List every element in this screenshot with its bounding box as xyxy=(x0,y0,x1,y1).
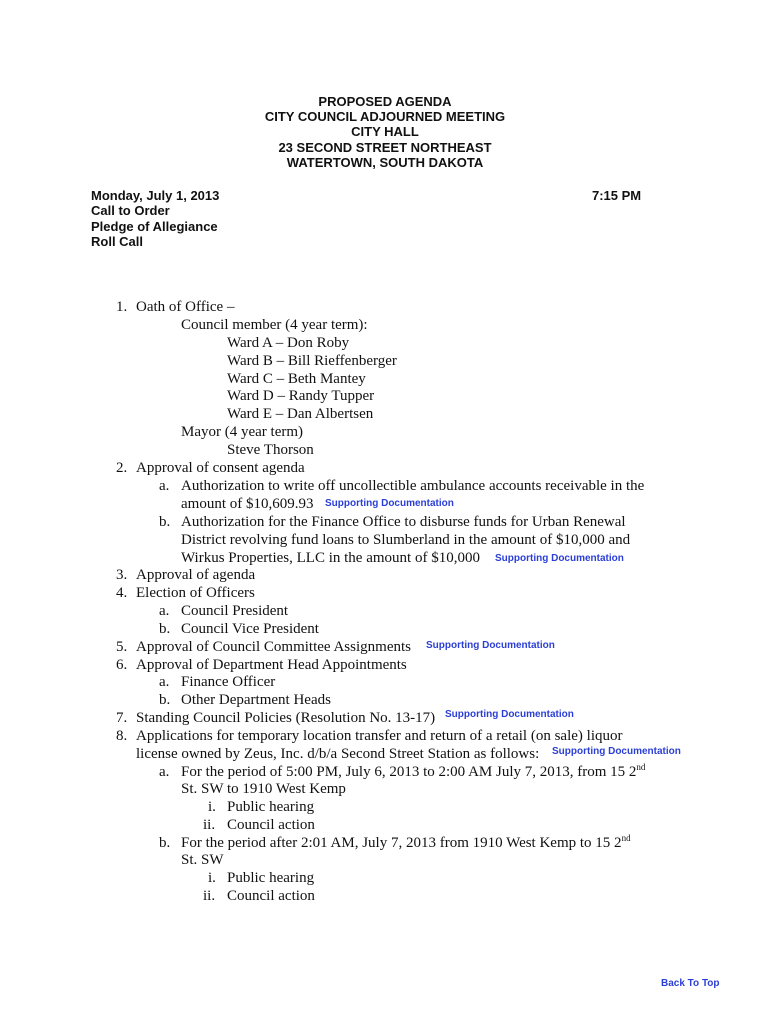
item-department-head-appointments: Approval of Department Head Appointments xyxy=(136,657,407,673)
header-line-5: WATERTOWN, SOUTH DAKOTA xyxy=(286,155,484,170)
opening-pledge: Pledge of Allegiance xyxy=(91,219,218,234)
transfer-period-a-line-2: St. SW to 1910 West Kemp xyxy=(181,781,346,797)
opening-roll-call: Roll Call xyxy=(91,234,144,249)
item-number: 2. xyxy=(116,460,128,476)
header-line-4: 23 SECOND STREET NORTHEAST xyxy=(278,140,492,155)
item-number: 7. xyxy=(116,710,128,726)
public-hearing: Public hearing xyxy=(227,870,315,886)
mayor-term: Mayor (4 year term) xyxy=(181,424,304,440)
item-number: 4. xyxy=(116,585,128,601)
transfer-period-b-line-1: For the period after 2:01 AM, July 7, 2013 from 1910 West Kemp to 15 2nd xyxy=(181,833,631,851)
sub-marker: b. xyxy=(159,692,171,708)
supporting-documentation-link[interactable]: Supporting Documentation xyxy=(445,709,574,720)
item-number: 1. xyxy=(116,299,128,315)
item-number: 3. xyxy=(116,567,128,583)
mayor-name: Steve Thorson xyxy=(227,442,314,458)
header-line-3: CITY HALL xyxy=(351,124,419,139)
ward-d: Ward D – Randy Tupper xyxy=(227,388,375,404)
council-action: Council action xyxy=(227,888,315,904)
liquor-license-line-1: Applications for temporary location transfer and return of a retail (on sale) liquor xyxy=(136,728,623,744)
item-standing-council-policies: Standing Council Policies (Resolution No. 13-17) xyxy=(136,710,436,726)
item-committee-assignments: Approval of Council Committee Assignments xyxy=(136,639,411,655)
transfer-period-a-line-1: For the period of 5:00 PM, July 6, 2013 to 2:00 AM July 7, 2013, from 15 2nd xyxy=(181,762,646,780)
item-approval-of-agenda: Approval of agenda xyxy=(136,567,256,583)
header-line-2: CITY COUNCIL ADJOURNED MEETING xyxy=(264,109,506,124)
item-number: 8. xyxy=(116,728,128,744)
item-number: 6. xyxy=(116,657,128,673)
ward-e: Ward E – Dan Albertsen xyxy=(227,406,374,422)
public-hearing: Public hearing xyxy=(227,799,315,815)
transfer-period-b-line-2: St. SW xyxy=(181,852,224,868)
council-vice-president: Council Vice President xyxy=(181,621,319,637)
sub-marker: b. xyxy=(159,514,171,530)
urban-renewal-line-3: Wirkus Properties, LLC in the amount of $10,000 xyxy=(181,550,480,566)
sub-sub-marker: i. xyxy=(208,799,216,815)
sub-sub-marker: ii. xyxy=(203,888,216,904)
council-member-term: Council member (4 year term): xyxy=(181,317,368,333)
supporting-documentation-link[interactable]: Supporting Documentation xyxy=(426,640,555,651)
item-oath-of-office: Oath of Office – xyxy=(136,299,235,315)
ambulance-writeoff-line-2: amount of $10,609.93 xyxy=(181,496,314,512)
ambulance-writeoff-line-1: Authorization to write off uncollectible ambulance accounts receivable in the xyxy=(181,478,645,494)
ward-a: Ward A – Don Roby xyxy=(227,335,350,351)
other-department-heads: Other Department Heads xyxy=(181,692,331,708)
meeting-date: Monday, July 1, 2013 xyxy=(91,188,220,203)
urban-renewal-line-1: Authorization for the Finance Office to disburse funds for Urban Renewal xyxy=(181,514,626,530)
sub-marker: a. xyxy=(159,764,170,780)
urban-renewal-line-2: District revolving fund loans to Slumberland in the amount of $10,000 and xyxy=(181,532,631,548)
opening-call-to-order: Call to Order xyxy=(91,203,170,218)
meeting-time: 7:15 PM xyxy=(592,188,642,203)
sub-marker: a. xyxy=(159,674,170,690)
sub-marker: a. xyxy=(159,478,170,494)
header-line-1: PROPOSED AGENDA xyxy=(318,94,452,109)
council-action: Council action xyxy=(227,817,315,833)
council-president: Council President xyxy=(181,603,289,619)
finance-officer: Finance Officer xyxy=(181,674,276,690)
item-number: 5. xyxy=(116,639,128,655)
ward-c: Ward C – Beth Mantey xyxy=(227,371,366,387)
item-consent-agenda: Approval of consent agenda xyxy=(136,460,305,476)
supporting-documentation-link[interactable]: Supporting Documentation xyxy=(552,746,681,757)
liquor-license-line-2: license owned by Zeus, Inc. d/b/a Second Street Station as follows: xyxy=(136,746,540,762)
supporting-documentation-link[interactable]: Supporting Documentation xyxy=(495,553,624,564)
sub-marker: b. xyxy=(159,621,171,637)
sub-marker: a. xyxy=(159,603,170,619)
sub-marker: b. xyxy=(159,835,171,851)
sub-sub-marker: ii. xyxy=(203,817,216,833)
back-to-top-link[interactable]: Back To Top xyxy=(661,978,720,989)
ward-b: Ward B – Bill Rieffenberger xyxy=(227,353,397,369)
sub-sub-marker: i. xyxy=(208,870,216,886)
supporting-documentation-link[interactable]: Supporting Documentation xyxy=(325,498,454,509)
item-election-of-officers: Election of Officers xyxy=(136,585,255,601)
